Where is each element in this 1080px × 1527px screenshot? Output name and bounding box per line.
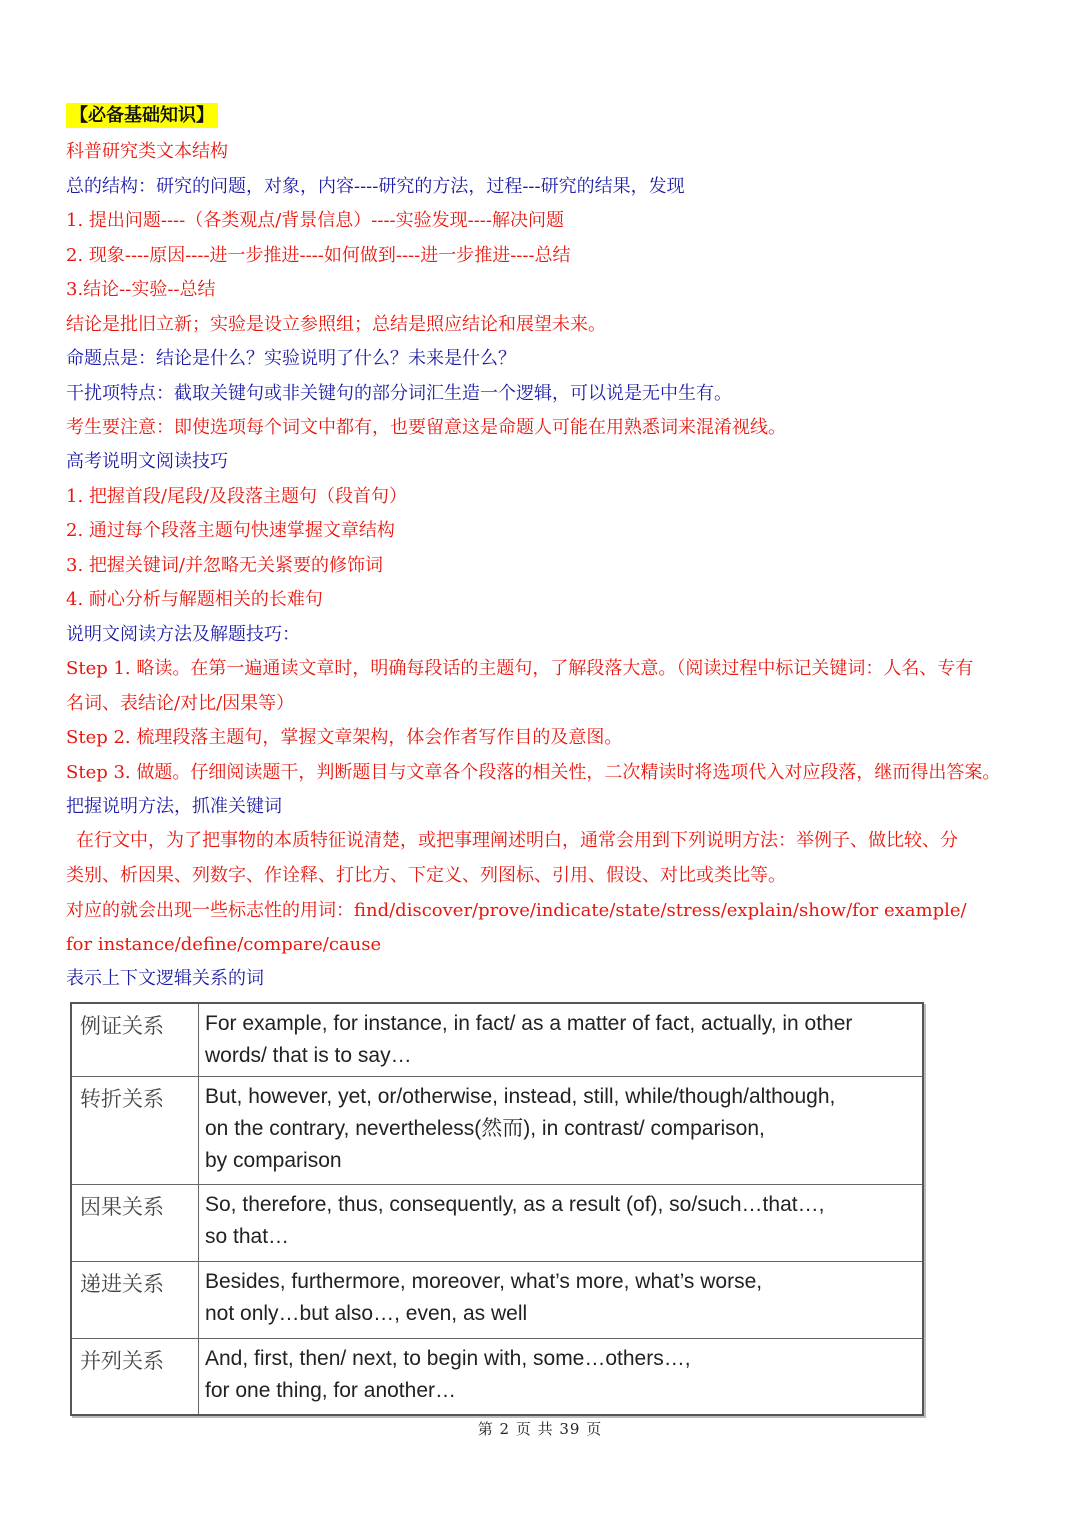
text-line: 对应的就会出现一些标志性的用词：find/discover/prove/indicate/state/stress/explain/show/for example/ — [66, 900, 967, 921]
table-row — [71, 1003, 923, 1077]
words-cell — [199, 1077, 924, 1185]
text-line: 在行文中，为了把事物的本质特征说清楚，或把事理阐述明白，通常会用到下列说明方法：举例子、做比较、分 — [76, 830, 958, 851]
category-cell: 因果关系 — [71, 1185, 199, 1262]
words-line: on the contrary, nevertheless(然而), in contrast/ comparison, — [205, 1117, 765, 1140]
words-line: not only…but also…, even, as well — [205, 1302, 528, 1325]
words-line: by comparison — [205, 1149, 342, 1172]
words-line: So, therefore, thus, consequently, as a result (of), so/such…that…, — [205, 1193, 825, 1216]
logic-relations-table — [70, 1002, 924, 1416]
text-line: 科普研究类文本结构 — [66, 141, 228, 162]
text-line: for instance/define/compare/cause — [66, 934, 382, 955]
category-cell: 转折关系 — [71, 1077, 199, 1185]
text-line: 2. 通过每个段落主题句快速掌握文章结构 — [66, 520, 395, 541]
text-line: 类别、析因果、列数字、作诠释、打比方、下定义、列图标、引用、假设、对比或类比等。 — [66, 865, 786, 886]
page-number-footer: 第 2 页 共 39 页 — [477, 1420, 603, 1438]
table-row — [71, 1262, 923, 1339]
table-row — [71, 1077, 923, 1185]
text-line: 1. 提出问题----（各类观点/背景信息）----实验发现----解决问题 — [66, 210, 564, 231]
text-line: Step 1. 略读。在第一遍通读文章时，明确每段话的主题句，了解段落大意。（阅读过程中标记关键词：人名、专有 — [66, 658, 974, 679]
category-cell: 递进关系 — [71, 1262, 199, 1339]
text-line: 4. 耐心分析与解题相关的长难句 — [66, 589, 323, 610]
text-line: 结论是批旧立新；实验是设立参照组；总结是照应结论和展望未来。 — [66, 314, 606, 335]
text-line: 把握说明方法，抓准关键词 — [66, 796, 282, 817]
words-line: so that… — [205, 1225, 290, 1248]
text-line: 名词、表结论/对比/因果等） — [66, 693, 295, 714]
text-line: 2. 现象----原因----进一步推进----如何做到----进一步推进----总结 — [66, 245, 571, 266]
section-heading — [66, 104, 218, 128]
heading-highlight: 【必备基础知识】 — [66, 103, 218, 128]
words-cell — [199, 1262, 924, 1339]
words-cell — [199, 1003, 924, 1077]
text-line: 命题点是：结论是什么？实验说明了什么？未来是什么？ — [66, 348, 516, 369]
text-line: 高考说明文阅读技巧 — [66, 451, 228, 472]
text-line: 考生要注意：即使选项每个词文中都有，也要留意这是命题人可能在用熟悉词来混淆视线。 — [66, 417, 786, 438]
category-cell: 并列关系 — [71, 1339, 199, 1415]
text-line: 表示上下文逻辑关系的词 — [66, 968, 264, 989]
table-row — [71, 1185, 923, 1262]
words-line: And, first, then/ next, to begin with, some…others…, — [205, 1347, 691, 1370]
text-line: 1. 把握首段/尾段/及段落主题句（段首句） — [66, 486, 408, 507]
text-line: 干扰项特点：截取关键句或非关键句的部分词汇生造一个逻辑，可以说是无中生有。 — [66, 383, 732, 404]
text-line: 3.结论--实验--总结 — [66, 279, 216, 300]
table-row — [71, 1339, 923, 1415]
words-line: But, however, yet, or/otherwise, instead, still, while/though/although, — [205, 1085, 836, 1108]
words-line: words/ that is to say… — [205, 1044, 412, 1067]
text-line: 3. 把握关键词/并忽略无关紧要的修饰词 — [66, 555, 383, 576]
text-line: 总的结构：研究的问题，对象，内容----研究的方法，过程---研究的结果，发现 — [66, 176, 685, 197]
text-line: Step 2. 梳理段落主题句，掌握文章架构，体会作者写作目的及意图。 — [66, 727, 623, 748]
category-cell: 例证关系 — [71, 1003, 199, 1077]
text-line: 说明文阅读方法及解题技巧： — [66, 624, 300, 645]
words-line: for one thing, for another… — [205, 1379, 456, 1402]
words-line: Besides, furthermore, moreover, what’s more, what’s worse, — [205, 1270, 763, 1293]
words-cell — [199, 1339, 924, 1415]
words-line: For example, for instance, in fact/ as a matter of fact, actually, in other — [205, 1012, 853, 1035]
text-line: Step 3. 做题。仔细阅读题干，判断题目与文章各个段落的相关性，二次精读时将选项代入对应段落，继而得出答案。 — [66, 762, 1001, 783]
words-cell — [199, 1185, 924, 1262]
